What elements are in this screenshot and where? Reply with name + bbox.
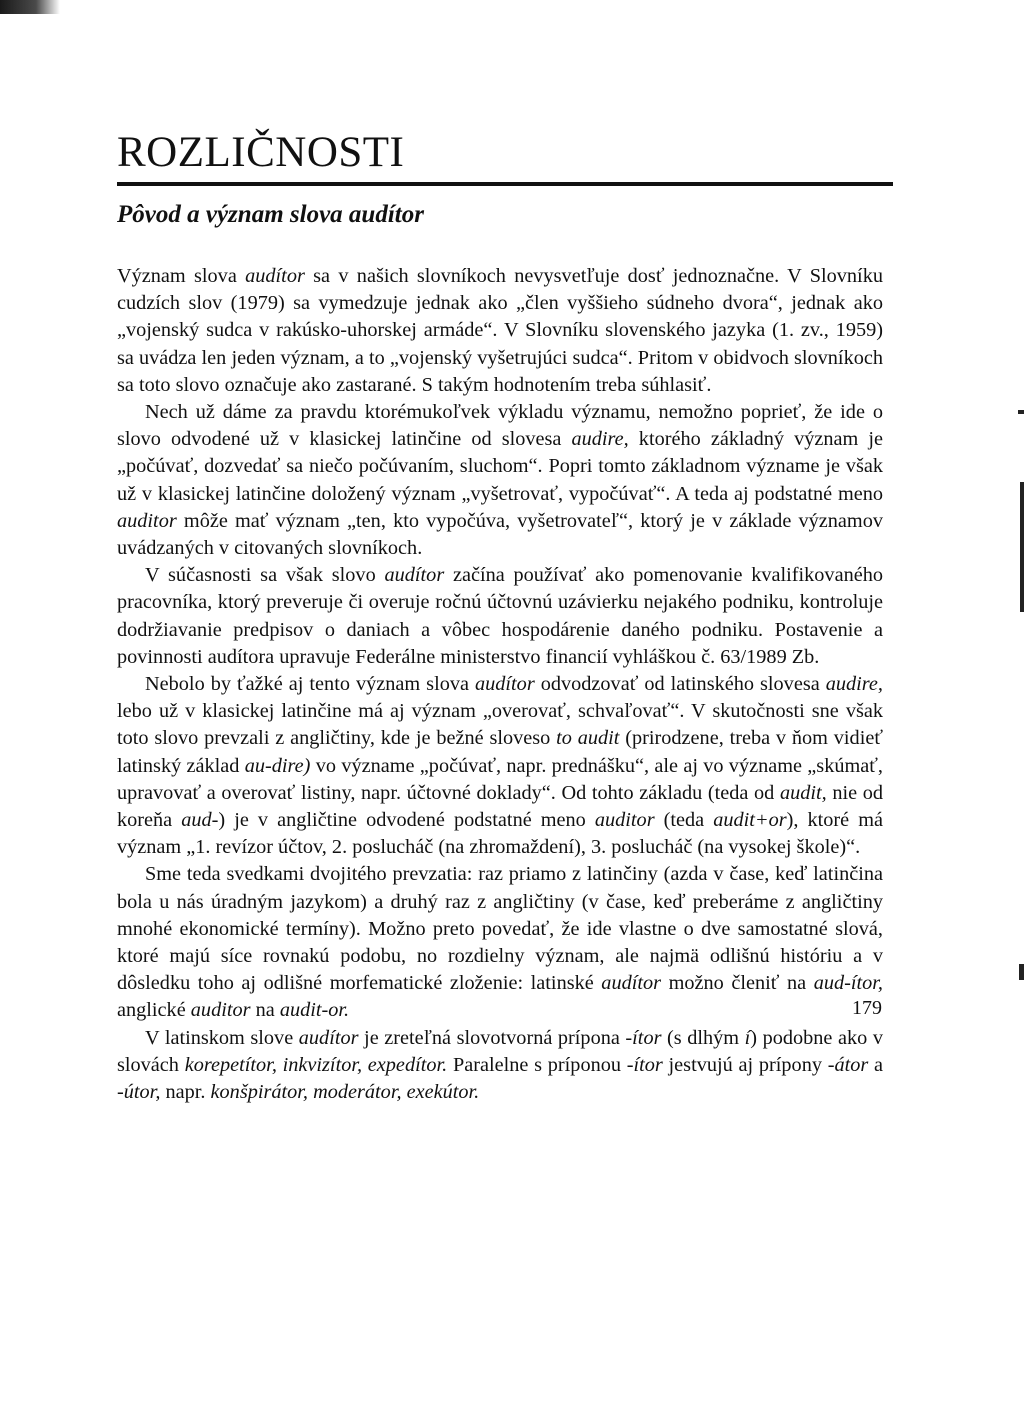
italic-term: konšpirátor, moderátor, exekútor. [210, 1081, 480, 1104]
italic-term: audítor [298, 1026, 359, 1049]
text-run: Nech už dáme za pravdu ktorémukoľvek výkladu významu, nemožno poprieť, že ide o slovo odvodené už v klasickej latinčine od slovesa [117, 401, 883, 451]
italic-term: -átor [827, 1053, 869, 1076]
paragraph [117, 671, 883, 861]
text-run: jestvujú aj prípony [662, 1053, 828, 1076]
italic-term: aud- [181, 809, 219, 832]
paragraph [117, 861, 883, 1024]
text-run: ) podobne ako v slovách [117, 1026, 883, 1076]
text-run: napr. [160, 1081, 211, 1104]
text-run: ) je v angličtine odvodené podstatné meno [218, 809, 595, 832]
text-run: (prirodzene, treba v ňom vidieť latinský základ [117, 727, 883, 777]
title-rule [117, 182, 893, 186]
scan-edge-mark [1020, 482, 1024, 612]
italic-term: -ítor [626, 1053, 663, 1076]
italic-term: aud-ítor, [813, 972, 883, 995]
page-number: 179 [852, 997, 882, 1019]
italic-term: audire, [825, 673, 883, 696]
italic-term: au-dire) [244, 754, 311, 777]
text-run: Význam slova [117, 265, 246, 287]
scan-edge-mark [1019, 964, 1024, 980]
text-run: sa v našich slovníkoch nevysvetľuje dosť jednoznačne. V Slovníku cudzích slov (1979) sa vymedzuje jednak ako „člen vyššieho súdneho dvora“, jednak ako „vojenský sudca v rakúsko-uhorskej armáde“. V Slovníku slovenského jazyka (1. zv., 1959) sa uvádza len jeden význam, a to „vojenský vyšetrujúci sudca“. Pritom v obidvoch slovníkoch sa toto slovo označuje ako zastarané. S takým hodnotením treba súhlasiť. [117, 265, 883, 396]
italic-term: audit-or. [279, 999, 350, 1022]
page-content [117, 128, 883, 1106]
italic-term: to audit [556, 727, 620, 750]
italic-term: -útor, [117, 1081, 161, 1104]
text-run: Sme teda svedkami dvojitého prevzatia: raz priamo z latinčiny (azda v čase, keď latinčina bola u nás úradným jazykom) a druhý raz z angličtiny (v čase, keď preberáme z angličtiny mnohé ekonomické termíny). Možno preto povedať, že ide vlastne o dve samostatné slová, ktoré majú síce rovnakú podobu, no rozdielny význam, ale najmä odlišnú históriu a v dôsledku toho aj odlišné morfematické zloženie: latinské [117, 863, 883, 995]
italic-term: audit, [779, 781, 827, 804]
text-run: V súčasnosti sa však slovo [145, 564, 385, 587]
text-run: a [868, 1053, 884, 1076]
text-run: na [250, 999, 280, 1022]
text-run: môže mať význam „ten, kto vypočúva, vyšetrovateľ“, ktorý je v základe významov uvádzaných v citovaných slovníkoch. [117, 509, 883, 560]
italic-term: -ítor [625, 1026, 662, 1049]
italic-term: í [744, 1026, 751, 1049]
italic-term: auditor [190, 999, 251, 1022]
article-title: Pôvod a význam slova audítor [117, 201, 424, 228]
text-run: Nebolo by ťažké aj tento význam slova [145, 673, 475, 696]
scan-edge-mark [1018, 410, 1024, 414]
paragraph [117, 399, 883, 562]
text-run: V latinskom slove [145, 1026, 299, 1049]
article-body [117, 263, 883, 1106]
paragraph [117, 263, 883, 399]
italic-term: audit+or [713, 809, 787, 832]
italic-term: audire, [571, 428, 629, 451]
scan-edge-shadow [0, 0, 60, 14]
text-run: možno členiť na [661, 972, 814, 995]
text-run: anglické [117, 999, 191, 1022]
italic-term: audítor [601, 972, 662, 995]
text-run: ktorého základný význam je „počúvať, dozvedať sa niečo počúvaním, sluchom“. Popri tomto základnom význame je však už v klasickej latinčine doložený význam „vyšetrovať, vypočúvať“. A teda aj podstatné meno [117, 428, 883, 505]
text-run: vo význame „počúvať, napr. prednášku“, ale aj vo význame „skúmať, upravovať a overovať listiny, napr. účtovné doklady“. Od tohto základu (teda od [117, 754, 883, 804]
italic-term: korepetítor, inkvizítor, expedítor. [184, 1053, 448, 1076]
text-run: začína používať ako pomenovanie kvalifikovaného pracovníka, ktorý preveruje či overuje ročnú účtovnú uzávierku nejakého podniku, kontroluje dodržiavanie predpisov o daniach a vôbec hospodárenie daného podniku. Postavenie a povinnosti audítora upravuje Federálne ministerstvo financií vyhláškou č. 63/1989 Zb. [117, 564, 883, 668]
italic-term: audítor [245, 265, 305, 287]
italic-term: audítor [384, 564, 445, 587]
text-run: (s dlhým [661, 1026, 745, 1049]
paragraph [117, 1025, 883, 1107]
italic-term: audítor [474, 673, 535, 696]
paragraph [117, 562, 883, 671]
text-run: odvodzovať od latinského slovesa [534, 673, 826, 696]
text-run: (teda [654, 809, 714, 832]
text-run: je zreteľná slovotvorná prípona [358, 1026, 626, 1049]
section-title: ROZLIČNOSTI [117, 129, 405, 176]
italic-term: auditor [594, 809, 655, 832]
text-run: lebo už v klasickej latinčine má aj význam „overovať, schvaľovať“. V skutočnosti sne však toto slovo prevzali z angličtiny, kde je bežné sloveso [117, 700, 883, 750]
italic-term: auditor [117, 509, 177, 532]
text-run: ), ktoré má význam „1. revízor účtov, 2. poslucháč (na zhromaždení), 3. poslucháč (na vysokej škole)“. [117, 809, 883, 859]
text-run: nie od koreňa [117, 781, 883, 832]
text-run: Paralelne s príponou [447, 1053, 627, 1076]
